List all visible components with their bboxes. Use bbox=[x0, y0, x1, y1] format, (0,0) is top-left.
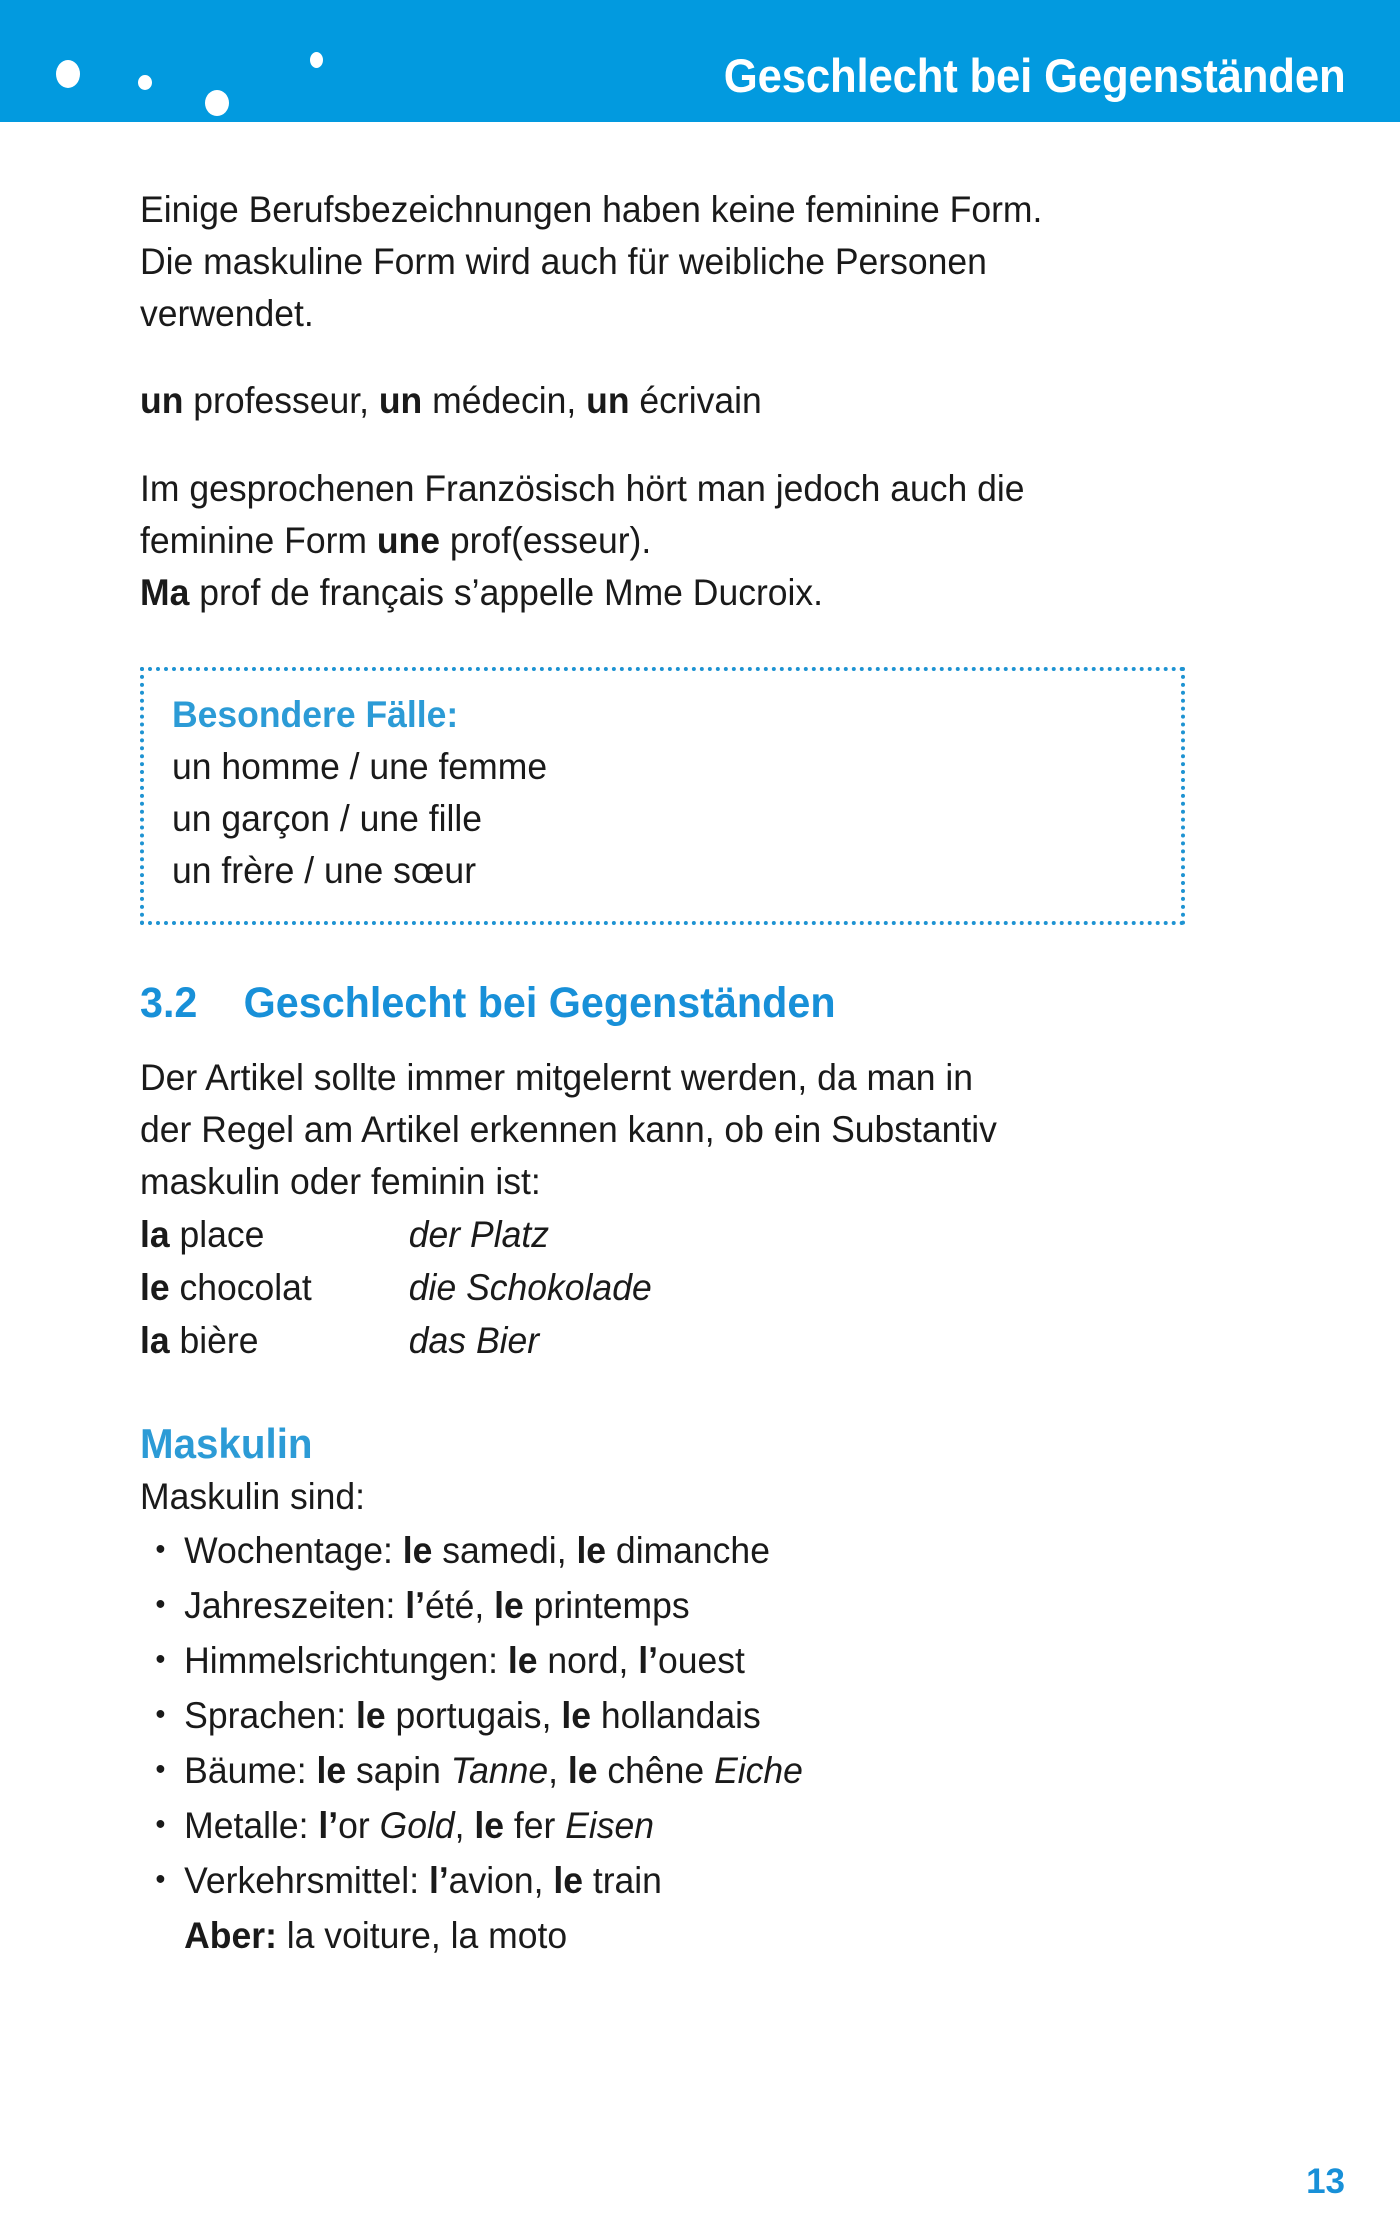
bullet-translation: Eisen bbox=[565, 1805, 655, 1846]
vocab-german: die Schokolade bbox=[408, 1267, 652, 1308]
vocab-noun: chocolat bbox=[169, 1267, 312, 1308]
bullet-article: l’ bbox=[638, 1640, 658, 1681]
exception-text: la voiture, la moto bbox=[276, 1915, 568, 1956]
maskulin-bullet-item bbox=[140, 1853, 1210, 1908]
vocab-table bbox=[140, 1208, 1255, 1367]
bullet-article: le bbox=[576, 1530, 607, 1571]
decorative-dot-icon bbox=[56, 60, 80, 88]
vocab-german: der Platz bbox=[408, 1214, 549, 1255]
bullet-category-label: Bäume: bbox=[184, 1750, 317, 1791]
bullet-text: chêne bbox=[597, 1750, 715, 1791]
bullet-article: le bbox=[316, 1750, 347, 1791]
maskulin-bullet-item bbox=[140, 1578, 1210, 1633]
bullet-category-label: Himmelsrichtungen: bbox=[184, 1640, 508, 1681]
bullet-text: , bbox=[454, 1805, 475, 1846]
bullet-text: nord, bbox=[537, 1640, 639, 1681]
bullet-category-label: Verkehrsmittel: bbox=[184, 1860, 429, 1901]
vocab-row bbox=[140, 1314, 1210, 1367]
running-head-title: Geschlecht bei Gegenständen bbox=[723, 49, 1345, 102]
intro-paragraph bbox=[140, 184, 1210, 340]
vocab-german: das Bier bbox=[408, 1320, 540, 1361]
callout-line: un homme / une femme bbox=[172, 746, 548, 787]
bullet-article: l’ bbox=[428, 1860, 449, 1901]
page-body bbox=[0, 122, 1400, 2240]
bullet-category-label: Metalle: bbox=[184, 1805, 319, 1846]
section-number: 3.2 bbox=[140, 979, 198, 1027]
possessive-ma: Ma bbox=[140, 572, 190, 613]
article-une: une bbox=[376, 520, 441, 561]
special-cases-callout bbox=[140, 667, 1185, 925]
vocab-row bbox=[140, 1208, 1210, 1261]
bullet-article: le bbox=[561, 1695, 591, 1736]
bullet-text: or bbox=[338, 1805, 380, 1846]
bullet-translation: Gold bbox=[379, 1805, 455, 1846]
bullet-text: samedi, bbox=[432, 1530, 577, 1571]
content-column bbox=[140, 122, 1255, 1963]
maskulin-exception bbox=[140, 1908, 1210, 1963]
bullet-category-label: Wochentage: bbox=[184, 1530, 403, 1571]
intro-line-2: Die maskuline Form wird auch für weibliche Personen bbox=[140, 241, 987, 282]
maskulin-bullet-item bbox=[140, 1798, 1210, 1853]
bullet-text: hollandais bbox=[590, 1695, 761, 1736]
bullet-article: le bbox=[494, 1585, 524, 1626]
vocab-french bbox=[140, 1314, 409, 1367]
section-title: Geschlecht bei Gegenständen bbox=[243, 979, 836, 1027]
bullet-article: le bbox=[402, 1530, 433, 1571]
maskulin-bullet-item bbox=[140, 1523, 1210, 1578]
bullet-text: été, bbox=[425, 1585, 495, 1626]
spoken-line-2 bbox=[140, 515, 1210, 567]
bullet-article: le bbox=[553, 1860, 583, 1901]
intro-line-1: Einige Berufsbezeichnungen haben keine feminine Form. bbox=[140, 189, 1043, 230]
spoken-french-paragraph bbox=[140, 463, 1210, 567]
maskulin-bullet-item bbox=[140, 1743, 1210, 1798]
bullet-category-label: Jahreszeiten: bbox=[184, 1585, 406, 1626]
intro-line-3: verwendet. bbox=[140, 293, 314, 334]
vocab-article: la bbox=[140, 1214, 170, 1255]
maskulin-intro: Maskulin sind: bbox=[140, 1476, 366, 1517]
vocab-article: le bbox=[140, 1267, 170, 1308]
callout-title: Besondere Fälle: bbox=[172, 694, 459, 735]
bullet-text: dimanche bbox=[606, 1530, 770, 1571]
article-un-2: un bbox=[378, 380, 423, 421]
decorative-dot-icon bbox=[310, 52, 323, 68]
decorative-dot-icon bbox=[205, 90, 229, 116]
vocab-noun: place bbox=[169, 1214, 265, 1255]
spoken-line-3 bbox=[140, 567, 1210, 619]
bullet-article: l’ bbox=[405, 1585, 426, 1626]
noun-medecin: médecin, bbox=[422, 380, 587, 421]
page-number: 13 bbox=[1306, 2162, 1345, 2201]
bullet-article: le bbox=[507, 1640, 538, 1681]
bullet-text: portugais, bbox=[385, 1695, 562, 1736]
article-un-3: un bbox=[586, 380, 630, 421]
vocab-article: la bbox=[140, 1320, 170, 1361]
maskulin-bullet-item bbox=[140, 1633, 1210, 1688]
rule-line-1: Der Artikel sollte immer mitgelernt werden, da man in bbox=[140, 1057, 974, 1098]
bullet-category-label: Sprachen: bbox=[184, 1695, 356, 1736]
bullet-article: le bbox=[474, 1805, 505, 1846]
masculine-examples-line bbox=[140, 375, 1210, 427]
callout-line: un frère / une sœur bbox=[172, 850, 477, 891]
bullet-article: le bbox=[355, 1695, 386, 1736]
maskulin-bullet-item bbox=[140, 1688, 1210, 1743]
maskulin-bullet-list bbox=[140, 1523, 1255, 1908]
vocab-noun: bière bbox=[169, 1320, 259, 1361]
spoken-line-2-post: prof(esseur). bbox=[440, 520, 652, 561]
vocab-french bbox=[140, 1208, 409, 1261]
bullet-translation: Eiche bbox=[714, 1750, 803, 1791]
article-rule-paragraph bbox=[140, 1052, 1210, 1208]
section-heading-3-2 bbox=[140, 979, 1210, 1028]
article-un-1: un bbox=[140, 380, 184, 421]
maskulin-heading: Maskulin bbox=[140, 1420, 313, 1467]
exception-label: Aber: bbox=[184, 1915, 277, 1956]
noun-professeur: professeur, bbox=[183, 380, 379, 421]
bullet-text: , bbox=[548, 1750, 568, 1791]
bullet-text: avion, bbox=[448, 1860, 554, 1901]
bullet-text: ouest bbox=[657, 1640, 745, 1681]
rule-line-3: maskulin oder feminin ist: bbox=[140, 1161, 541, 1202]
bullet-text: sapin bbox=[346, 1750, 451, 1791]
spoken-line-3-rest: prof de français s’appelle Mme Ducroix. bbox=[189, 572, 824, 613]
bullet-translation: Tanne bbox=[450, 1750, 549, 1791]
bullet-text: train bbox=[582, 1860, 662, 1901]
bullet-article: le bbox=[567, 1750, 598, 1791]
spoken-line-2-pre: feminine Form bbox=[140, 520, 377, 561]
header-dot-decoration bbox=[0, 0, 400, 122]
decorative-dot-icon bbox=[138, 75, 152, 90]
noun-ecrivain: écrivain bbox=[629, 380, 762, 421]
rule-line-2: der Regel am Artikel erkennen kann, ob ein Substantiv bbox=[140, 1109, 997, 1150]
page-header-band bbox=[0, 0, 1400, 122]
vocab-row bbox=[140, 1261, 1210, 1314]
bullet-text: fer bbox=[504, 1805, 566, 1846]
callout-line: un garçon / une fille bbox=[172, 798, 483, 839]
bullet-text: printemps bbox=[523, 1585, 690, 1626]
spoken-line-1: Im gesprochenen Französisch hört man jedoch auch die bbox=[140, 468, 1025, 509]
vocab-french bbox=[140, 1261, 409, 1314]
bullet-article: l’ bbox=[318, 1805, 339, 1846]
